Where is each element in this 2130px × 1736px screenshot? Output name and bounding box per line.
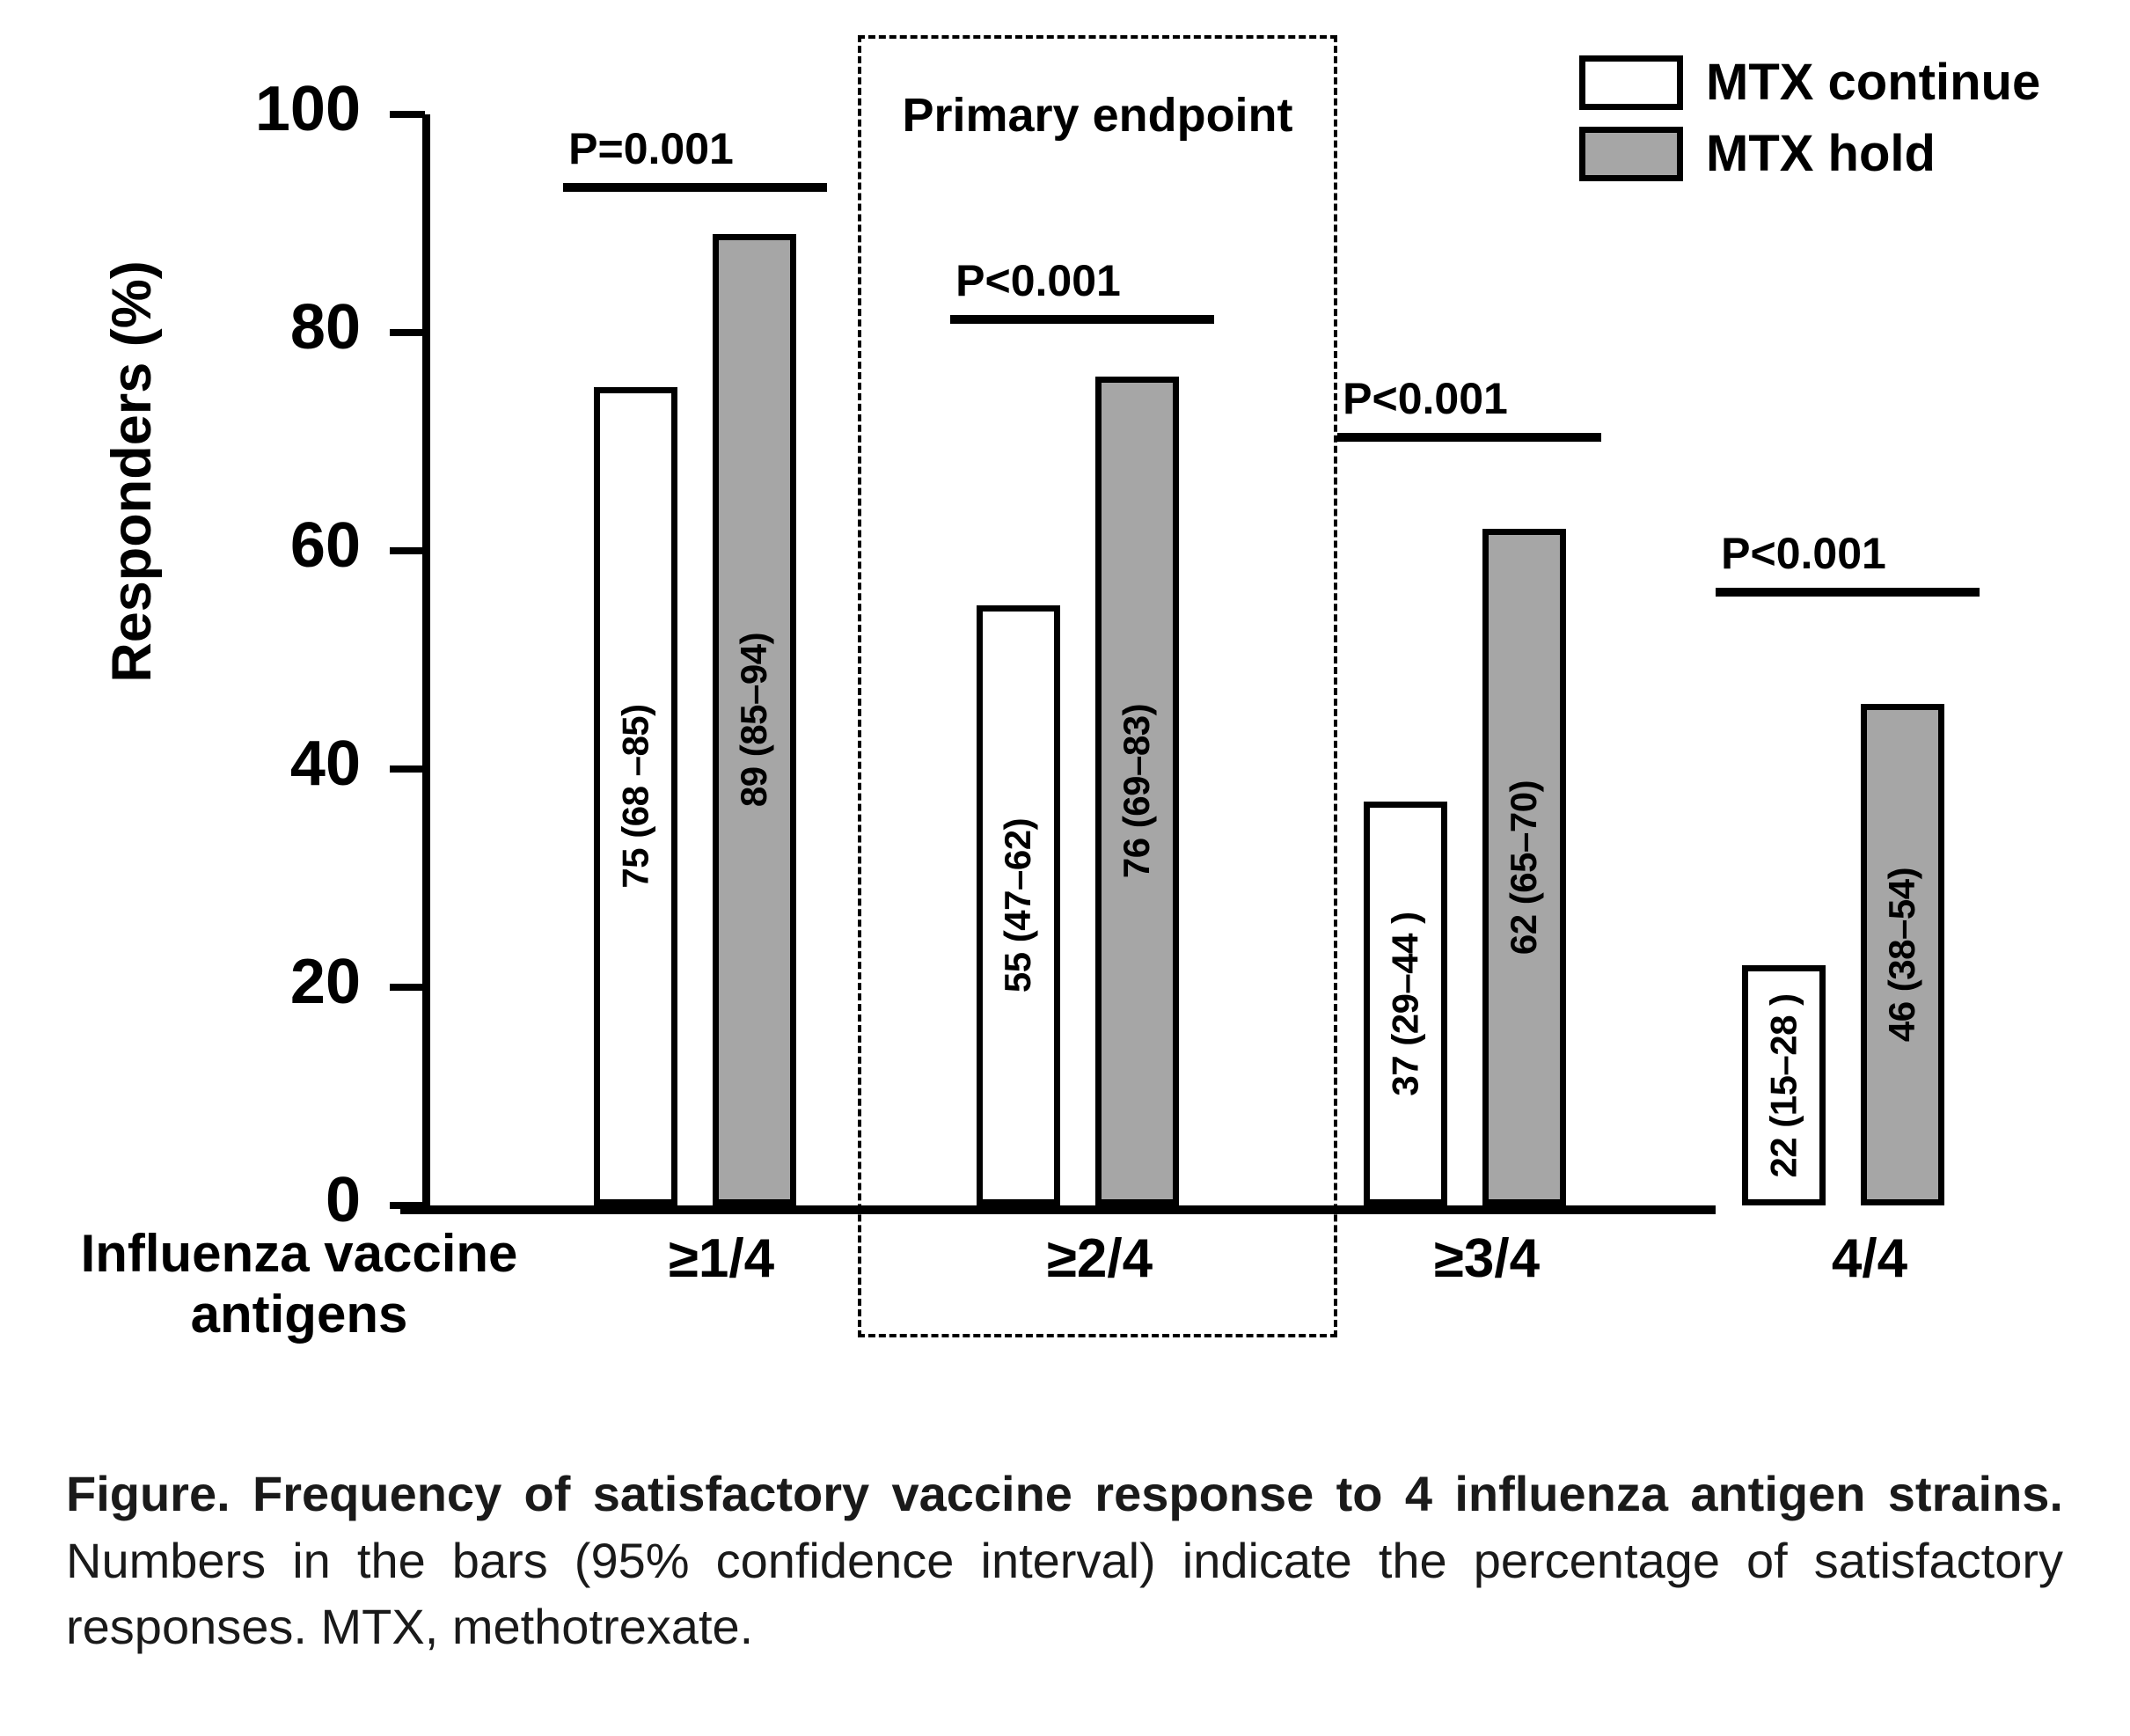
- bar-value-label: 62 (65–70): [1503, 780, 1545, 955]
- pvalue-1of4: P=0.001: [568, 124, 734, 173]
- legend-item-mtx-continue: [1579, 53, 2040, 112]
- y-tick-20: [390, 984, 425, 991]
- bar-value-label: 75 (68 –85): [614, 704, 656, 889]
- figure-caption-lead: Figure. Frequency of satisfactory vaccine response to 4 influenza antigen strains.: [66, 1466, 2063, 1521]
- y-axis-title: Responders (%): [101, 260, 163, 683]
- y-tick-40: [390, 765, 425, 773]
- bar-hold-1of4[interactable]: [713, 234, 796, 1205]
- y-tick-60: [390, 547, 425, 554]
- x-tick-label-4of4: 4/4: [1831, 1228, 1908, 1289]
- y-tick-label-80: 80: [289, 292, 361, 363]
- bar-hold-4of4[interactable]: [1861, 704, 1944, 1205]
- figure-caption: [66, 1461, 2063, 1660]
- bar-value-label: 46 (38–54): [1881, 867, 1923, 1043]
- pvalue-4of4: P<0.001: [1721, 529, 1886, 578]
- pvalue-bracket-4of4: [1716, 588, 1980, 597]
- bar-continue-1of4[interactable]: [594, 387, 677, 1205]
- x-tick-label-1of4: ≥1/4: [668, 1228, 775, 1289]
- legend-swatch-icon: [1579, 55, 1683, 110]
- legend-label: MTX hold: [1706, 125, 1936, 182]
- y-tick-100: [390, 111, 425, 118]
- figure-caption-rest: Numbers in the bars (95% confidence interval) indicate the percentage of satisfactory responses. MTX, methotrexate.: [66, 1532, 2063, 1655]
- pvalue-bracket-3of4: [1337, 433, 1601, 442]
- bar-continue-3of4[interactable]: [1364, 802, 1447, 1205]
- bar-hold-2of4[interactable]: [1095, 377, 1179, 1205]
- bar-continue-2of4[interactable]: [977, 605, 1060, 1205]
- bar-value-label: 89 (85–94): [733, 632, 775, 808]
- y-tick-label-0: 0: [325, 1165, 361, 1235]
- x-axis-line: [400, 1205, 1716, 1214]
- pvalue-bracket-2of4: [950, 315, 1214, 324]
- pvalue-bracket-1of4: [563, 183, 827, 192]
- bar-value-label: 37 (29–44 ): [1384, 911, 1426, 1096]
- y-tick-80: [390, 329, 425, 336]
- x-tick-label-2of4: ≥2/4: [1046, 1228, 1153, 1289]
- y-tick-0: [390, 1202, 425, 1209]
- y-tick-label-20: 20: [289, 947, 361, 1017]
- bar-continue-4of4[interactable]: [1742, 965, 1826, 1205]
- x-axis-title: Influenza vaccine antigens: [80, 1224, 518, 1344]
- primary-endpoint-label: Primary endpoint: [902, 89, 1293, 142]
- pvalue-2of4: P<0.001: [955, 256, 1121, 305]
- pvalue-3of4: P<0.001: [1343, 374, 1508, 423]
- bar-value-label: 55 (47–62): [997, 817, 1039, 993]
- y-tick-label-100: 100: [254, 74, 361, 144]
- bar-value-label: 76 (69–83): [1116, 703, 1158, 879]
- bar-hold-3of4[interactable]: [1482, 529, 1566, 1205]
- y-tick-label-60: 60: [289, 510, 361, 581]
- legend-label: MTX continue: [1706, 54, 2041, 111]
- x-tick-label-3of4: ≥3/4: [1433, 1228, 1541, 1289]
- y-tick-label-40: 40: [289, 729, 361, 799]
- bar-value-label: 22 (15–28 ): [1762, 993, 1804, 1178]
